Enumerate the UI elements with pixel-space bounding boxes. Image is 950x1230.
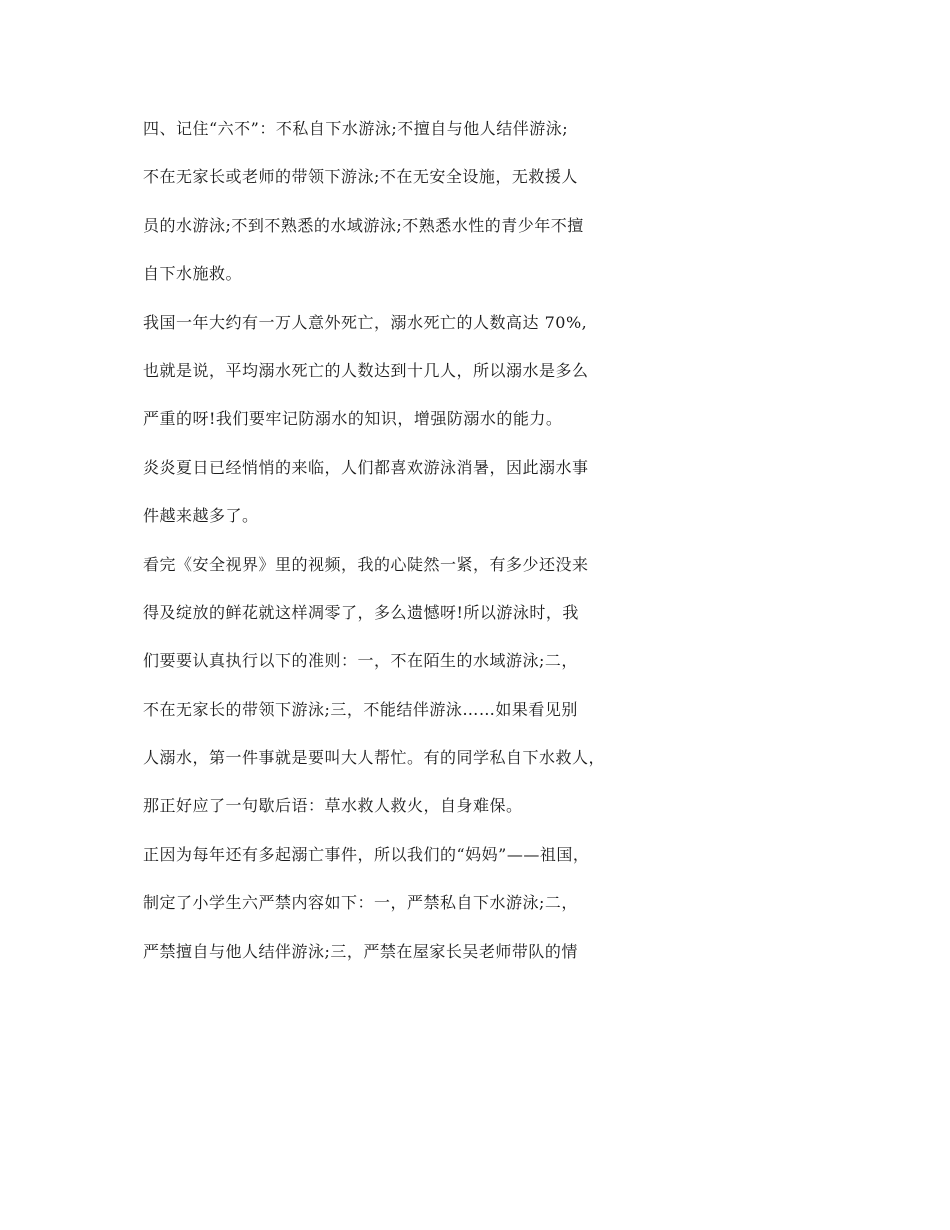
text-line: 不在无家长或老师的带领下游泳;不在无安全设施，无救援人: [143, 167, 578, 187]
text-line: 得及绽放的鲜花就这样凋零了，多么遗憾呀!所以游泳时，我: [143, 602, 579, 622]
document-body: [143, 105, 843, 976]
text-line: 看完《安全视界》里的视频，我的心陡然一紧，有多少还没来: [143, 554, 589, 574]
text-line: 严重的呀!我们要牢记防溺水的知识，增强防溺水的能力。: [143, 409, 563, 429]
text-line: 制定了小学生六严禁内容如下：一，严禁私自下水游泳;二，: [143, 893, 578, 913]
text-line: 那正好应了一句歇后语：草水救人救火，自身难保。: [143, 796, 523, 816]
text-line: 四、记住“六不”：不私自下水游泳;不擅自与他人结伴游泳;: [143, 119, 569, 138]
text-line: 正因为每年还有多起溺亡事件，所以我们的“妈妈”——祖国，: [143, 844, 590, 864]
text-line: 炎炎夏日已经悄悄的来临，人们都喜欢游泳消暑，因此溺水事: [143, 457, 589, 477]
text-line: 自下水施救。: [143, 264, 243, 284]
text-line: 人溺水，第一件事就是要叫大人帮忙。有的同学私自下水救人，: [143, 748, 606, 768]
text-line: 我国一年大约有一万人意外死亡，溺水死亡的人数高达 70%,: [143, 312, 588, 332]
text-line: 严禁擅自与他人结伴游泳;三，严禁在屋家长吴老师带队的情: [143, 941, 578, 961]
text-line: 不在无家长的带领下游泳;三，不能结伴游泳……如果看见别: [143, 699, 578, 719]
text-line: 也就是说，平均溺水死亡的人数达到十几人，所以溺水是多么: [143, 360, 589, 380]
text-line: 件越来越多了。: [143, 506, 259, 526]
text-line: 员的水游泳;不到不熟悉的水域游泳;不熟悉水性的青少年不擅: [143, 215, 584, 235]
text-line: 们要要认真执行以下的准则：一，不在陌生的水域游泳;二，: [143, 651, 578, 671]
